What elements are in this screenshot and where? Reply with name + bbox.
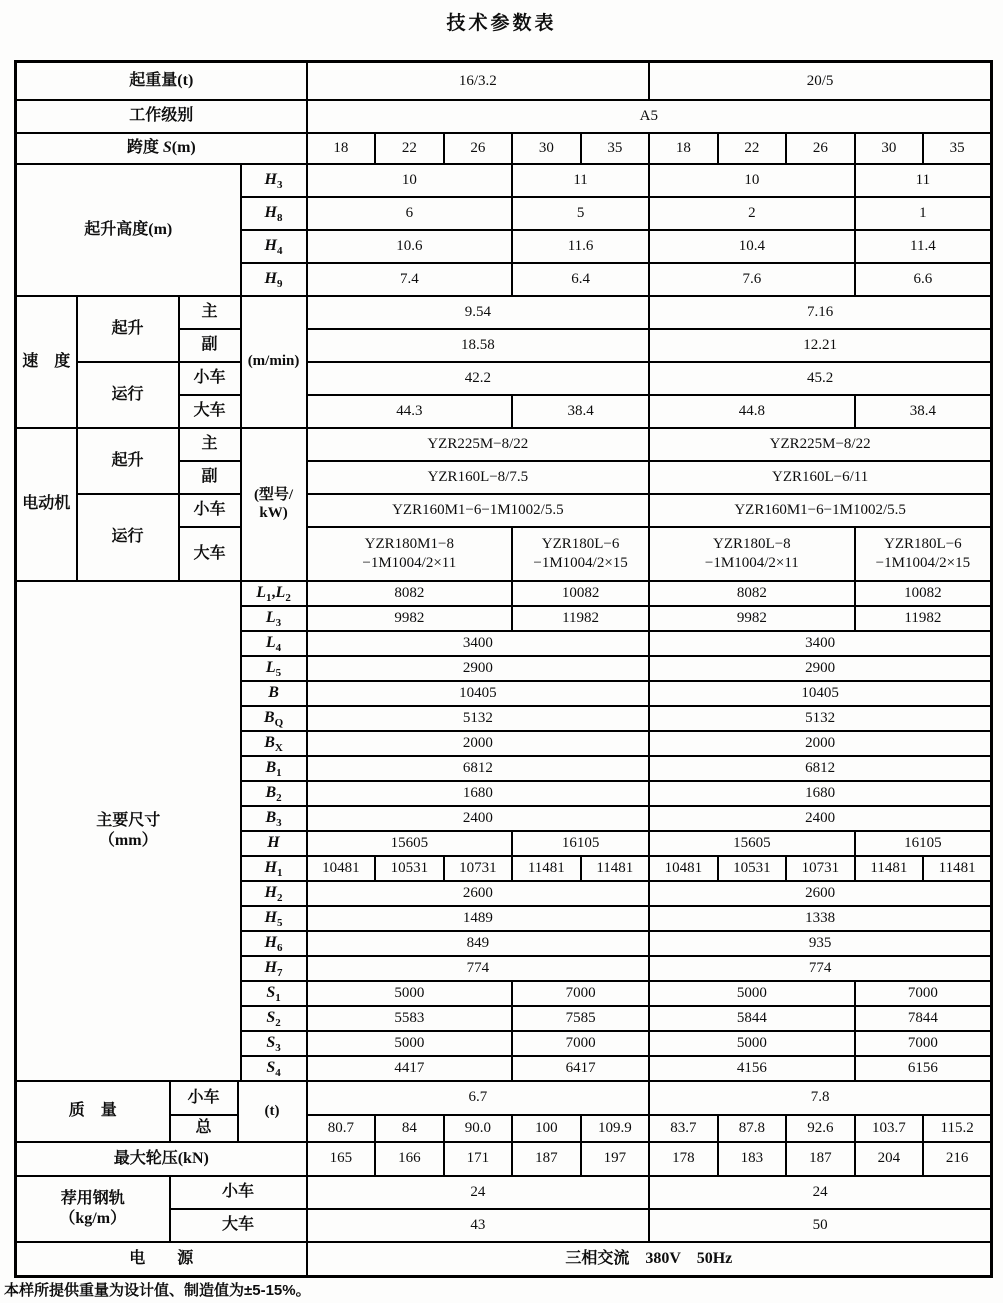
value-cell: 30	[512, 133, 581, 164]
value-cell: 9.54	[307, 296, 650, 329]
unit-label-motor: (型号/ kW)	[241, 428, 307, 581]
value-cell: 2600	[649, 881, 992, 906]
value-cell: 115.2	[923, 1115, 992, 1142]
table-row	[16, 1142, 992, 1176]
row-label-motor: 电动机	[16, 428, 77, 581]
value-cell: 11481	[923, 856, 992, 881]
value-cell: 9982	[649, 606, 855, 631]
value-cell: 7000	[512, 1031, 649, 1056]
value-cell: 20/5	[649, 62, 992, 100]
footnote: 本样所提供重量为设计值、制造值为±5-15%。	[4, 1282, 311, 1299]
value-cell: 11982	[855, 606, 992, 631]
value-cell: 24	[649, 1176, 992, 1209]
value-cell: 100	[512, 1115, 581, 1142]
value-cell: 45.2	[649, 362, 992, 395]
value-cell: 7000	[855, 981, 992, 1006]
value-cell: 2900	[307, 656, 650, 681]
value-cell: 10082	[855, 581, 992, 606]
spec-table-body	[16, 62, 992, 1277]
value-cell: 10	[307, 164, 513, 197]
value-cell: 18	[649, 133, 718, 164]
value-cell: YZR180L−6 −1M1004/2×15	[512, 527, 649, 581]
table-row	[16, 1176, 992, 1209]
value-cell: 38.4	[855, 395, 992, 428]
value-cell: 11.4	[855, 230, 992, 263]
value-cell: 16105	[512, 831, 649, 856]
value-cell: 11481	[512, 856, 581, 881]
value-cell: 849	[307, 931, 650, 956]
value-cell: 5000	[307, 1031, 513, 1056]
row-label: 小车	[179, 494, 241, 527]
row-label: 主	[179, 296, 241, 329]
value-cell: 7.4	[307, 263, 513, 296]
value-cell: 187	[512, 1142, 581, 1176]
row-label-main-dimensions: 主要尺寸 （mm）	[16, 581, 241, 1081]
value-cell: 16105	[855, 831, 992, 856]
value-cell: 1	[855, 197, 992, 230]
value-cell: 11481	[855, 856, 924, 881]
value-cell: 10531	[375, 856, 444, 881]
row-label-max-wheel-load: 最大轮压(kN)	[16, 1142, 307, 1176]
value-cell: 187	[786, 1142, 855, 1176]
dim-symbol: $H_6$	[241, 931, 307, 956]
value-cell: 8082	[307, 581, 513, 606]
value-cell: YZR160L−8/7.5	[307, 461, 650, 494]
value-cell: 935	[649, 931, 992, 956]
value-cell: 6.6	[855, 263, 992, 296]
row-label: 主	[179, 428, 241, 461]
value-cell: 165	[307, 1142, 376, 1176]
value-cell: 1338	[649, 906, 992, 931]
table-row	[16, 1081, 992, 1115]
dim-symbol: $H_1$	[241, 856, 307, 881]
dim-symbol: B	[241, 681, 307, 706]
value-cell: 774	[649, 956, 992, 981]
value-cell: 5000	[649, 1031, 855, 1056]
value-cell: 5000	[307, 981, 513, 1006]
row-label: 运行	[77, 362, 179, 428]
value-cell: 44.3	[307, 395, 513, 428]
dim-symbol: $B_3$	[241, 806, 307, 831]
value-cell: 12.21	[649, 329, 992, 362]
value-cell: 26	[444, 133, 513, 164]
table-row	[16, 428, 992, 461]
value-cell: 109.9	[581, 1115, 650, 1142]
value-cell: 18.58	[307, 329, 650, 362]
dim-symbol: $H_4$	[241, 230, 307, 263]
dim-symbol: $S_2$	[241, 1006, 307, 1031]
value-cell: 7585	[512, 1006, 649, 1031]
value-cell: 3400	[649, 631, 992, 656]
value-cell: 11	[855, 164, 992, 197]
row-label: 大车	[179, 527, 241, 581]
value-cell: 5132	[307, 706, 650, 731]
table-row	[16, 1242, 992, 1277]
row-label-recommended-rail: 荐用钢轨 （kg/m）	[16, 1176, 170, 1242]
value-cell: 2900	[649, 656, 992, 681]
value-cell: 10731	[786, 856, 855, 881]
value-cell: YZR160M1−6−1M1002/5.5	[307, 494, 650, 527]
row-label-duty-class: 工作级别	[16, 100, 307, 133]
value-cell: 5844	[649, 1006, 855, 1031]
row-label-mass: 质 量	[16, 1081, 170, 1142]
value-cell: 6.7	[307, 1081, 650, 1115]
value-cell: 11982	[512, 606, 649, 631]
value-cell: 87.8	[718, 1115, 787, 1142]
dim-symbol: $S_3$	[241, 1031, 307, 1056]
value-cell: YZR160M1−6−1M1002/5.5	[649, 494, 992, 527]
value-cell: 2400	[307, 806, 650, 831]
value-cell: 10405	[307, 681, 650, 706]
row-label: 大车	[179, 395, 241, 428]
value-cell: 4156	[649, 1056, 855, 1081]
dim-symbol: $H_7$	[241, 956, 307, 981]
value-cell: 6417	[512, 1056, 649, 1081]
value-cell: 103.7	[855, 1115, 924, 1142]
value-cell: 10481	[307, 856, 376, 881]
value-cell: 50	[649, 1209, 992, 1242]
table-row	[16, 62, 992, 100]
value-cell: 35	[581, 133, 650, 164]
value-cell: 92.6	[786, 1115, 855, 1142]
value-cell: 3400	[307, 631, 650, 656]
row-label: 总	[170, 1115, 238, 1142]
value-cell: 43	[307, 1209, 650, 1242]
table-row	[16, 362, 992, 395]
value-cell: 2400	[649, 806, 992, 831]
value-cell: 5132	[649, 706, 992, 731]
row-label: 副	[179, 329, 241, 362]
dim-symbol: $B_1$	[241, 756, 307, 781]
row-label: 运行	[77, 494, 179, 581]
value-cell: 6	[307, 197, 513, 230]
value-cell: 204	[855, 1142, 924, 1176]
unit-label-speed: (m/min)	[241, 296, 307, 428]
value-cell: 6156	[855, 1056, 992, 1081]
value-cell: 22	[375, 133, 444, 164]
value-cell: 4417	[307, 1056, 513, 1081]
row-label-rated-capacity: 起重量(t)	[16, 62, 307, 100]
value-cell: 38.4	[512, 395, 649, 428]
value-cell: 183	[718, 1142, 787, 1176]
value-cell: YZR180L−6 −1M1004/2×15	[855, 527, 992, 581]
value-cell: 7.16	[649, 296, 992, 329]
dim-symbol: $B_Q$	[241, 706, 307, 731]
value-cell: 6812	[307, 756, 650, 781]
value-cell: 7844	[855, 1006, 992, 1031]
value-cell: 2000	[649, 731, 992, 756]
value-cell: YZR160L−6/11	[649, 461, 992, 494]
value-cell: 10.6	[307, 230, 513, 263]
value-cell: YZR225M−8/22	[307, 428, 650, 461]
value-cell: 83.7	[649, 1115, 718, 1142]
value-cell: 5000	[649, 981, 855, 1006]
value-cell: 11.6	[512, 230, 649, 263]
dim-symbol: $L_4$	[241, 631, 307, 656]
value-cell: 2	[649, 197, 855, 230]
value-cell: 84	[375, 1115, 444, 1142]
value-cell: 1680	[307, 781, 650, 806]
value-cell: 42.2	[307, 362, 650, 395]
dim-symbol: $H_5$	[241, 906, 307, 931]
dim-symbol: $B_X$	[241, 731, 307, 756]
value-cell: 2000	[307, 731, 650, 756]
value-cell: A5	[307, 100, 992, 133]
spec-table	[14, 60, 993, 1278]
value-cell: 10082	[512, 581, 649, 606]
row-label: 起升	[77, 428, 179, 494]
table-row	[16, 296, 992, 329]
dim-symbol: $L_5$	[241, 656, 307, 681]
value-cell: YZR180M1−8 −1M1004/2×11	[307, 527, 513, 581]
table-row	[16, 133, 992, 164]
dim-symbol: $H_3$	[241, 164, 307, 197]
value-cell: 6.4	[512, 263, 649, 296]
dim-symbol: $H_8$	[241, 197, 307, 230]
value-cell: 166	[375, 1142, 444, 1176]
value-cell: 1489	[307, 906, 650, 931]
value-cell: 10	[649, 164, 855, 197]
value-cell: 7.6	[649, 263, 855, 296]
row-label: 小车	[170, 1176, 307, 1209]
value-cell: 10405	[649, 681, 992, 706]
value-cell: 7000	[512, 981, 649, 1006]
row-label-speed: 速 度	[16, 296, 77, 428]
value-cell: 26	[786, 133, 855, 164]
dim-symbol: H	[241, 831, 307, 856]
value-cell: 197	[581, 1142, 650, 1176]
value-cell: 90.0	[444, 1115, 513, 1142]
row-label: 副	[179, 461, 241, 494]
dim-symbol: $B_2$	[241, 781, 307, 806]
table-row	[16, 164, 992, 197]
row-label-span: 跨度 S(m)	[16, 133, 307, 164]
value-cell: 774	[307, 956, 650, 981]
page-title: 技术参数表	[446, 13, 557, 34]
dim-symbol: $L_1,L_2$	[241, 581, 307, 606]
row-label-lifting-height: 起升高度(m)	[16, 164, 241, 296]
value-cell: 5	[512, 197, 649, 230]
dim-symbol: $L_3$	[241, 606, 307, 631]
value-cell: 15605	[649, 831, 855, 856]
dim-symbol: $H_9$	[241, 263, 307, 296]
value-cell: 30	[855, 133, 924, 164]
table-row	[16, 100, 992, 133]
table-row	[16, 494, 992, 527]
value-cell: 10481	[649, 856, 718, 881]
value-cell: 6812	[649, 756, 992, 781]
row-label: 小车	[179, 362, 241, 395]
value-cell: 216	[923, 1142, 992, 1176]
value-cell: 171	[444, 1142, 513, 1176]
value-cell: 11481	[581, 856, 650, 881]
value-cell: 18	[307, 133, 376, 164]
dim-symbol: $H_2$	[241, 881, 307, 906]
value-cell: 9982	[307, 606, 513, 631]
value-cell: 8082	[649, 581, 855, 606]
value-cell: 11	[512, 164, 649, 197]
value-cell: 178	[649, 1142, 718, 1176]
value-cell: 10.4	[649, 230, 855, 263]
value-cell: YZR225M−8/22	[649, 428, 992, 461]
dim-symbol: $S_1$	[241, 981, 307, 1006]
value-cell: 16/3.2	[307, 62, 650, 100]
dim-symbol: $S_4$	[241, 1056, 307, 1081]
value-cell: 2600	[307, 881, 650, 906]
value-cell: 22	[718, 133, 787, 164]
value-cell: 1680	[649, 781, 992, 806]
table-row	[16, 581, 992, 606]
value-cell: 7000	[855, 1031, 992, 1056]
value-cell: 10531	[718, 856, 787, 881]
row-label-power-supply: 电 源	[16, 1242, 307, 1277]
row-label: 大车	[170, 1209, 307, 1242]
value-cell: 15605	[307, 831, 513, 856]
value-cell: YZR180L−8 −1M1004/2×11	[649, 527, 855, 581]
row-label: 起升	[77, 296, 179, 362]
value-cell: 24	[307, 1176, 650, 1209]
value-cell: 80.7	[307, 1115, 376, 1142]
value-cell: 35	[923, 133, 992, 164]
value-cell: 44.8	[649, 395, 855, 428]
power-supply-value: 三相交流 380V 50Hz	[307, 1242, 992, 1277]
unit-label-mass: (t)	[238, 1081, 307, 1142]
value-cell: 7.8	[649, 1081, 992, 1115]
value-cell: 10731	[444, 856, 513, 881]
value-cell: 5583	[307, 1006, 513, 1031]
row-label: 小车	[170, 1081, 238, 1115]
